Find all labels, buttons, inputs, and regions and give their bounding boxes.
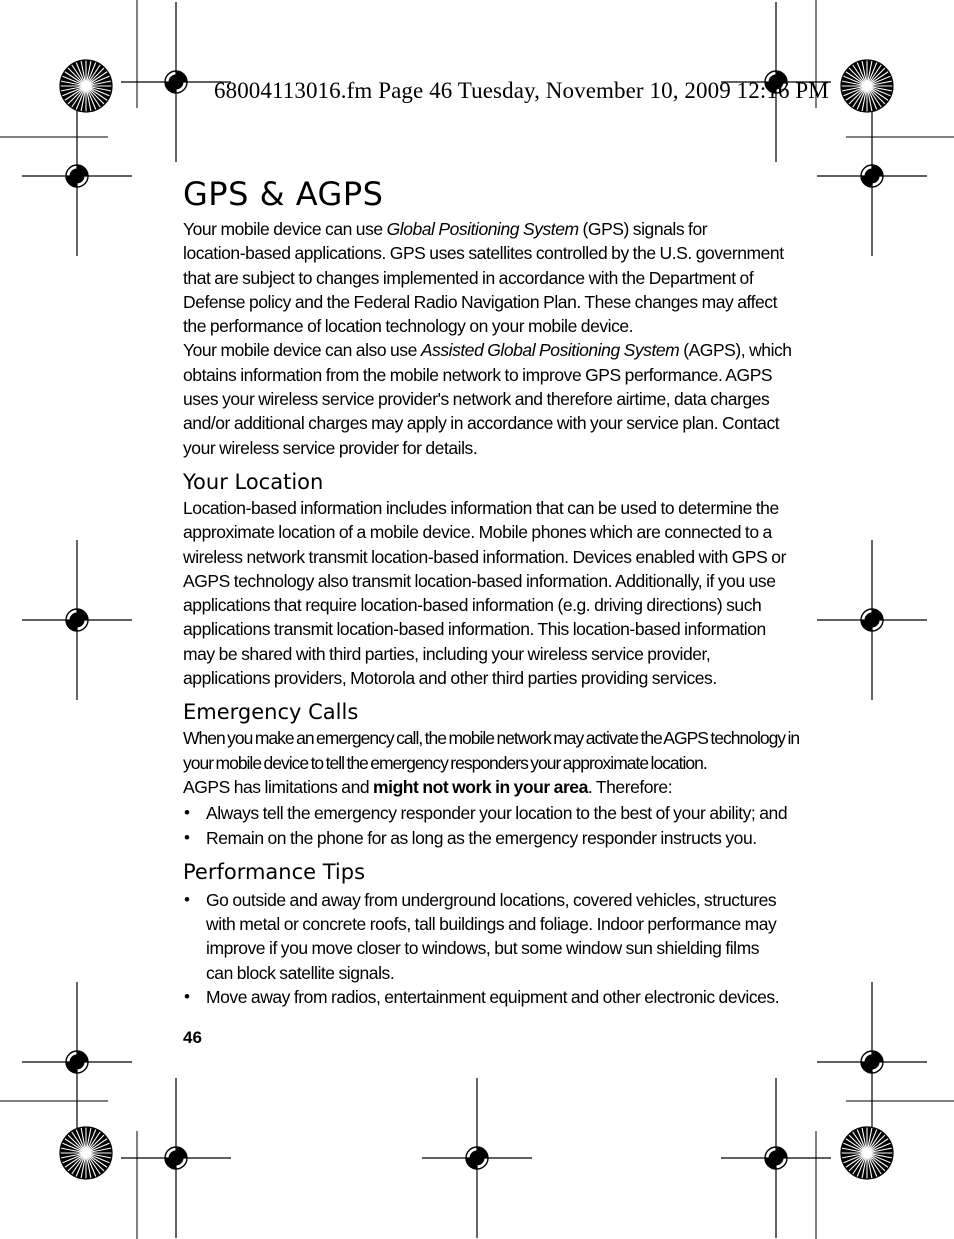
registration-mark-icon [422,1078,532,1238]
list-item: • Remain on the phone for as long as the emergency responder instructs you. [183,826,778,850]
intro-paragraph-2: Your mobile device can also use Assisted Global Positioning System (AGPS), which obtains information from the mobile network to improve GPS performance. AGPS uses your wireless service provider's network and therefore airtime, data charges and/or additional charges may apply in accordance with your service plan. Contact your wireless service provider for details. [183,340,792,458]
color-wheel-icon [60,60,112,112]
list-item: • Move away from radios, entertainment equipment and other electronic devices. [183,985,778,1009]
color-wheel-icon [60,1127,112,1179]
print-header: 68004113016.fm Page 46 Tuesday, November 10, 2009 12:16 PM [214,78,829,103]
color-wheel-icon [841,60,893,112]
registration-mark-icon [22,540,132,700]
section-heading-emergency-calls: Emergency Calls [183,700,359,725]
list-item: • Go outside and away from underground locations, covered vehicles, structures with metal or concrete roofs, tall buildings and foliage. Indoor performance may improve if you move closer to windows, but some window sun shielding films can block satellite signals. [183,888,778,985]
color-wheel-icon [841,1127,893,1179]
performance-bullet-list [183,888,778,1009]
registration-mark-icon [817,982,927,1142]
registration-mark-icon [721,1078,831,1238]
registration-mark-icon [817,96,927,256]
page-number: 46 [183,1028,202,1047]
emergency-bullet-list [183,801,788,850]
emergency-paragraph: When you make an emergency call, the mobile network may activate the AGPS technology in your mobile device to tell the emergency responders your approximate location. AGPS has limitations and might not work in your area. Therefore: [183,728,800,797]
location-paragraph: Location-based information includes information that can be used to determine the approximate location of a mobile device. Mobile phones which are connected to a wireless network transmit location-based information. Devices enabled with GPS or AGPS technology also transmit location-based information. Additionally, if you use applications that require location-based information (e.g. driving directions) such applications transmit location-based information. This location-based information may be shared with third parties, including your wireless service provider, applications providers, Motorola and other third parties providing services. [183,497,786,689]
list-item: • Always tell the emergency responder your location to the best of your ability; and [183,801,778,825]
section-heading-your-location: Your Location [183,469,324,494]
page-content [183,174,800,1009]
page-title: GPS & AGPS [183,175,384,213]
registration-mark-icon [22,96,132,256]
intro-paragraph-1: Your mobile device can use Global Positioning System (GPS) signals for location-based applications. GPS uses satellites controlled by the U.S. government that are subject to changes implemented in accordance with the Department of Defense policy and the Federal Radio Navigation Plan. These changes may affect the performance of location technology on your mobile device. [183,219,784,337]
section-heading-performance-tips: Performance Tips [183,859,366,884]
registration-mark-icon [22,982,132,1142]
registration-mark-icon [817,540,927,700]
